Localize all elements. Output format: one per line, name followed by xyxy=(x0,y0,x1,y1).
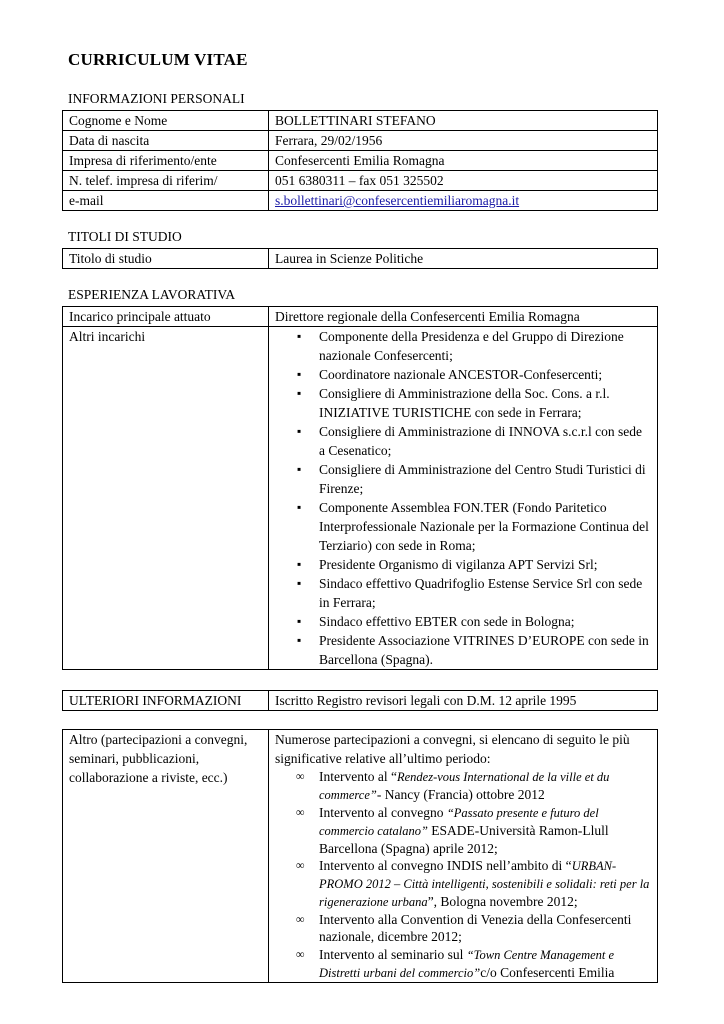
list-item: ▪ Componente della Presidenza e del Gruppo di Direzione nazionale Confesercenti; xyxy=(319,327,651,365)
list-item: ∞ Intervento al seminario sul “Town Centre Management e Distretti urbani del commercio”c/o Confesercenti Emilia xyxy=(319,946,651,982)
list-item: ▪ Componente Assemblea FON.TER (Fondo Paritetico Interprofessionale Nazionale per la Formazione Continua del Terziario) con sede in Roma; xyxy=(319,498,651,555)
field-label: Altri incarichi xyxy=(63,327,269,670)
list-item: ▪ Presidente Associazione VITRINES D’EUROPE con sede in Barcellona (Spagna). xyxy=(319,631,651,669)
table-row xyxy=(63,327,658,670)
field-label: Titolo di studio xyxy=(63,249,269,269)
field-label: Cognome e Nome xyxy=(63,111,269,131)
list-item: ▪ Coordinatore nazionale ANCESTOR-Confesercenti; xyxy=(319,365,651,384)
other-activities-table xyxy=(62,729,658,983)
field-label: Incarico principale attuato xyxy=(63,307,269,327)
section-heading-experience: ESPERIENZA LAVORATIVA xyxy=(68,287,236,302)
table-row xyxy=(63,111,658,131)
list-item: ▪ Sindaco effettivo EBTER con sede in Bologna; xyxy=(319,612,651,631)
list-item: ∞ Intervento al convegno “Passato presente e futuro del commercio catalano” ESADE-Università Ramon-Llull Barcellona (Spagna) aprile 2012; xyxy=(319,804,651,857)
table-row xyxy=(63,691,658,711)
section-heading-education: TITOLI DI STUDIO xyxy=(68,229,182,244)
list-item: ∞ Intervento al convegno INDIS nell’ambito di “URBAN-PROMO 2012 – Città intelligenti, sostenibili e solidali: reti per la rigenerazione urbana”, Bologna novembre 2012; xyxy=(319,857,651,911)
list-item: ▪ Presidente Organismo di vigilanza APT Servizi Srl; xyxy=(319,555,651,574)
conference-list xyxy=(275,768,651,982)
other-roles-list xyxy=(275,327,651,669)
table-row xyxy=(63,131,658,151)
table-row xyxy=(63,307,658,327)
list-item: ▪ Consigliere di Amministrazione del Centro Studi Turistici di Firenze; xyxy=(319,460,651,498)
email-link[interactable]: s.bollettinari@confesercentiemiliaromagna.it xyxy=(275,193,520,208)
table-row xyxy=(63,249,658,269)
other-intro: Numerose partecipazioni a convegni, si elencano di seguito le più significative relative all’ultimo periodo: xyxy=(275,732,630,766)
further-info-table xyxy=(62,690,658,711)
field-value xyxy=(269,191,658,211)
table-row xyxy=(63,730,658,983)
field-value: Direttore regionale della Confesercenti Emilia Romagna xyxy=(269,307,658,327)
field-label: e-mail xyxy=(63,191,269,211)
field-label: Impresa di riferimento/ente xyxy=(63,151,269,171)
field-label: ULTERIORI INFORMAZIONI xyxy=(63,691,269,711)
field-value: Laurea in Scienze Politiche xyxy=(269,249,658,269)
field-value: Ferrara, 29/02/1956 xyxy=(269,131,658,151)
document-title: CURRICULUM VITAE xyxy=(68,50,248,69)
field-value: BOLLETTINARI STEFANO xyxy=(269,111,658,131)
field-value: Confesercenti Emilia Romagna xyxy=(269,151,658,171)
field-value: Iscritto Registro revisori legali con D.M. 12 aprile 1995 xyxy=(269,691,658,711)
list-item: ▪ Sindaco effettivo Quadrifoglio Estense Service Srl con sede in Ferrara; xyxy=(319,574,651,612)
table-row xyxy=(63,151,658,171)
personal-info-table xyxy=(62,110,658,211)
section-heading-personal: INFORMAZIONI PERSONALI xyxy=(68,91,245,106)
field-value xyxy=(269,327,658,670)
education-table xyxy=(62,248,658,269)
list-item: ∞ Intervento al “Rendez-vous International de la ville et du commerce”- Nancy (Francia) ottobre 2012 xyxy=(319,768,651,804)
list-item: ∞ Intervento alla Convention di Venezia della Confesercenti nazionale, dicembre 2012; xyxy=(319,911,651,946)
field-label: N. telef. impresa di riferim/ xyxy=(63,171,269,191)
field-value: 051 6380311 – fax 051 325502 xyxy=(269,171,658,191)
field-value xyxy=(269,730,658,983)
field-label: Altro (partecipazioni a convegni, seminari, pubblicazioni, collaborazione a riviste, ecc.) xyxy=(63,730,269,983)
table-row xyxy=(63,171,658,191)
experience-table xyxy=(62,306,658,670)
table-row xyxy=(63,191,658,211)
list-item: ▪ Consigliere di Amministrazione di INNOVA s.c.r.l con sede a Cesenatico; xyxy=(319,422,651,460)
field-label: Data di nascita xyxy=(63,131,269,151)
list-item: ▪ Consigliere di Amministrazione della Soc. Cons. a r.l. INIZIATIVE TURISTICHE con sede in Ferrara; xyxy=(319,384,651,422)
